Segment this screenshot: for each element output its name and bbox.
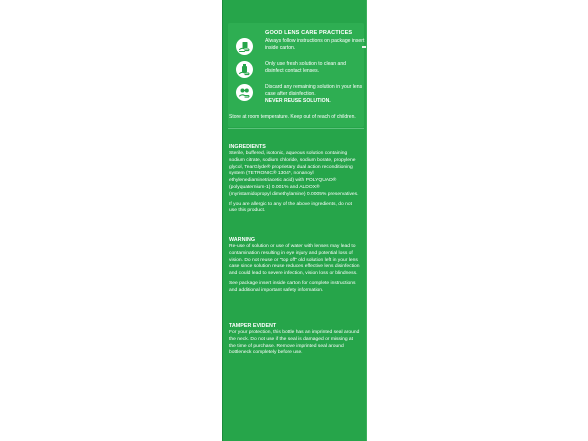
practice-step-1-text: Always follow instructions on package insert inside carton. [265, 38, 365, 51]
tamper-evident-body: For your protection, this bottle has an imprinted seal around the neck. Do not use if the seal is damaged or missing at the time of purchase. Remove imprinted seal around bottleneck completely before use. [229, 330, 360, 356]
practices-title: GOOD LENS CARE PRACTICES [265, 30, 353, 36]
package-insert-note: See package insert inside carton for complete instructions and additional important safety information. [229, 280, 356, 293]
warning-body: Re-use of solution or use of water with lenses may lead to contamination resulting in eye injury and potential loss of vision. Do not reuse or "top off" old solution left in your lens case since solution reuse reduces effective lens disinfection and could lead to severe infection, vision loss or blindness. [229, 244, 360, 277]
warning-body-block [229, 244, 360, 295]
tamper-evident-section [229, 323, 360, 360]
practice-step-2-text: Only use fresh solution to clean and disinfect contact lenses. [265, 61, 346, 74]
warning-section [229, 237, 360, 298]
practice-step-3-body: Discard any remaining solution in your lens case after disinfection. [265, 84, 363, 97]
storage-note: Store at room temperature. Keep out of reach of children. [229, 114, 356, 120]
tamper-evident-title: TAMPER EVIDENT [229, 323, 277, 329]
ingredients-body: Sterile, buffered, isotonic, aqueous solution containing sodium citrate, sodium chloride, sodium borate, propylene glycol, TearGlyde® proprietary dual action reconditioning system (TETRONIC® 1304*, nonanoyl ethylenediaminetriacetic acid) with POLYQUAD® (polyquaternium-1) 0.001% and ALDOX® (myristamidopropyl dimethylamine) 0.0005% preservatives. [229, 151, 359, 197]
section-divider [228, 128, 364, 129]
ingredients-title: INGREDIENTS [229, 144, 266, 150]
never-reuse-emphasis: NEVER REUSE SOLUTION. [265, 97, 331, 104]
allergy-note: If you are allergic to any of the above ingredients, do not use this product. [229, 201, 352, 214]
warning-title: WARNING [229, 237, 256, 243]
hand-bottle-icon [236, 61, 253, 78]
product-box-side-panel [223, 0, 366, 441]
hand-carton-icon [236, 38, 253, 55]
practice-step-3-text [265, 84, 365, 104]
box-right-edge [366, 0, 367, 441]
box-flap-notch [362, 46, 366, 48]
tamper-evident-body-block [229, 330, 360, 357]
ingredients-body-block [229, 151, 360, 215]
ingredients-section [229, 144, 360, 218]
hand-lens-case-icon [236, 84, 253, 101]
